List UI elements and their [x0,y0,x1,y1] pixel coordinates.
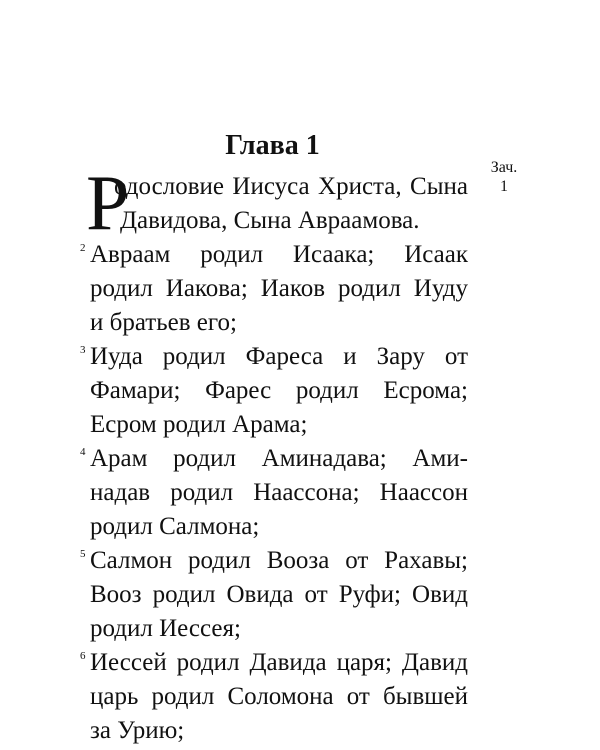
verse-line [80,442,468,476]
verse-line [80,544,468,578]
verse-line [90,680,468,714]
verse-number: 5 [80,548,86,560]
verse-line [90,306,468,340]
reading-marker-label: Зач. [490,159,518,176]
reading-marker [483,158,525,196]
verse-line [90,476,468,510]
verse-6-line-1: Иессей родил Давида царя; Давид [90,649,468,676]
verse-number: 4 [80,446,86,458]
verse-6-line-2: царь родил Соломона от бывшей [90,683,468,710]
verse-line [80,646,468,680]
verse-3-line-3: Есром родил Арама; [90,411,308,438]
verse-line [90,612,468,646]
verse-line [90,204,468,238]
verse-5-line-1: Салмон родил Вооза от Рахавы; [90,547,468,574]
verse-line [90,374,468,408]
verse-4-line-3: родил Салмона; [90,513,260,540]
chapter-title: Глава 1 [225,130,320,161]
verse-line [80,238,468,272]
verse-line [80,340,468,374]
verse-3-line-2: Фамари; Фарес родил Есрома; [90,377,468,404]
verse-3-line-1: Иуда родил Фареса и Зару от [90,343,468,370]
verse-number: 3 [80,344,86,356]
verse-line [90,714,468,748]
verse-5-line-2: Вооз родил Овида от Руфи; Овид [90,581,468,608]
verse-line [90,272,468,306]
reading-marker-number: 1 [500,178,508,195]
verse-line [90,408,468,442]
verse-2-line-2: родил Иакова; Иаков родил Иуду [90,275,468,302]
verse-6-line-3: за Урию; [90,717,185,744]
verse-5-line-3: родил Иессея; [90,615,241,642]
verse-4-line-1: Арам родил Аминадава; Ами- [90,445,468,472]
verse-4-line-2: надав родил Наассона; Наассон [90,479,468,506]
verse-2-line-1: Авраам родил Исаака; Исаак [90,241,468,268]
verse-number: 2 [80,242,86,254]
drop-cap: Р [86,159,130,246]
verse-1-line-2: Давидова, Сына Авраамова. [120,207,420,234]
verse-number: 6 [80,650,86,662]
verse-line [90,510,468,544]
verse-1-line-1: одословие Иисуса Христа, Сына [114,173,468,200]
scripture-text [80,159,468,748]
verse-line [90,578,468,612]
verse-2-line-3: и братьев его; [90,309,237,336]
